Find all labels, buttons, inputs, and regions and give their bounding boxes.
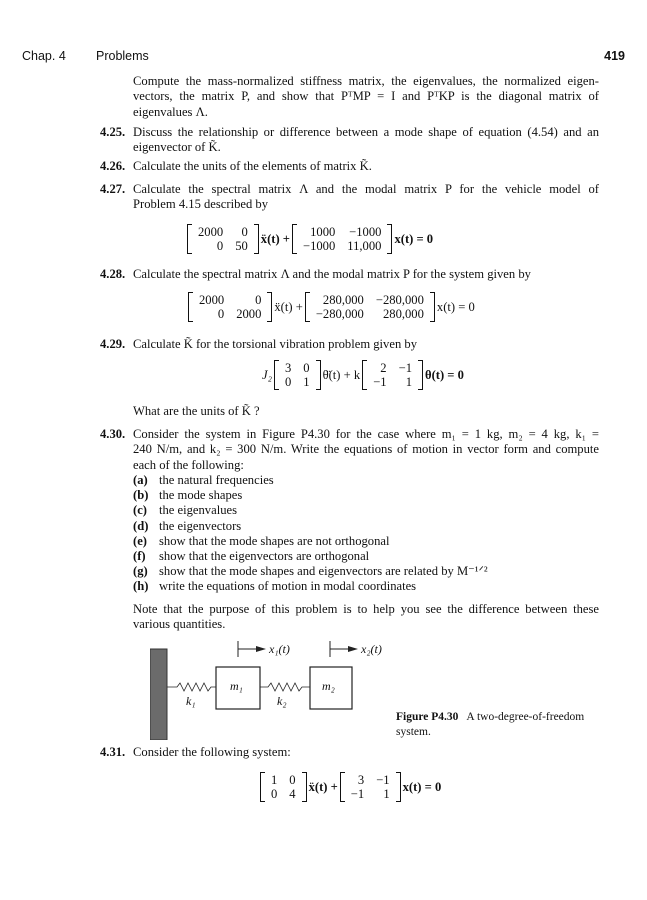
matrix-cell: 2000	[198, 225, 224, 239]
intro-paragraph	[133, 74, 599, 120]
matrix-cell: 0	[284, 375, 292, 389]
acceleration-term: ẍ(t) +	[308, 779, 338, 794]
matrix-cell: 3	[284, 361, 292, 375]
problem-number: 4.28.	[100, 267, 126, 281]
problem-4-26	[133, 159, 599, 174]
problem-number: 4.25.	[100, 125, 126, 139]
equation-4-27	[185, 224, 433, 254]
x1-arrow	[256, 646, 266, 652]
text-line: eigenvalues Λ.	[133, 104, 208, 119]
list-item	[133, 549, 599, 564]
list-item	[133, 488, 599, 503]
matrix-cell: 0	[271, 787, 278, 801]
acceleration-term: ẍ(t) +	[274, 299, 303, 314]
two-dof-figure	[150, 640, 390, 740]
text-line: 240 N/m, and k₂ = 300 N/m. Write the equations of motion in vector form and compute	[133, 442, 599, 457]
item-text: show that the mode shapes are not orthogonal	[159, 533, 390, 548]
matrix-cell: 11,000	[347, 239, 382, 253]
caption-text: A two-degree-of-freedom	[466, 711, 585, 723]
caption-label: Figure P4.30	[396, 711, 459, 723]
text-line: eigenvector of K̃.	[133, 140, 221, 155]
caption-text: system.	[396, 726, 431, 738]
chapter-label: Chap. 4	[22, 49, 66, 63]
problem-4-25	[133, 125, 599, 156]
item-text: write the equations of motion in modal coordinates	[159, 579, 417, 594]
stiffness-matrix	[305, 292, 435, 322]
matrix-cell: 1	[383, 787, 390, 801]
inertia-term: J₂	[262, 367, 272, 382]
matrix-cell: 0	[303, 361, 310, 375]
problem-number: 4.26.	[100, 159, 126, 173]
problem-number: 4.27.	[100, 182, 126, 196]
item-label: (c)	[133, 503, 147, 518]
problem-4-30	[133, 427, 599, 473]
mass-matrix	[260, 772, 307, 802]
spring-k1	[167, 683, 216, 691]
problem-number: 4.31.	[100, 745, 126, 759]
matrix-cell: 0	[216, 239, 224, 253]
text-line: What are the units of K̃ ?	[133, 404, 260, 418]
matrix-cell: 0	[289, 773, 296, 787]
units-question	[133, 404, 599, 419]
matrix-cell: 0	[241, 225, 248, 239]
text-line: Calculate the units of the elements of matrix K̃.	[133, 159, 372, 173]
matrix-cell: 2000	[236, 307, 262, 321]
list-item	[133, 519, 599, 534]
problem-4-27	[133, 182, 599, 213]
problem-4-31	[133, 745, 599, 760]
text-line: Discuss the relationship or difference between a mode shape of equation (4.54) and an	[133, 125, 599, 139]
problem-4-28	[133, 267, 599, 282]
item-text: the natural frequencies	[159, 473, 274, 487]
list-item	[133, 534, 599, 549]
text-line: Consider the following system:	[133, 745, 291, 759]
section-label: Problems	[96, 49, 149, 63]
stiffness-matrix	[292, 224, 392, 254]
matrix-cell: −1	[373, 375, 387, 389]
text-line: Calculate K̃ for the torsional vibration problem given by	[133, 337, 417, 351]
spring-k2	[260, 683, 310, 691]
matrix-cell: −280,000	[375, 293, 424, 307]
matrix-cell: −280,000	[315, 307, 364, 321]
matrix-cell: 50	[235, 239, 248, 253]
item-text: show that the mode shapes and eigenvectors are related by M⁻¹ᐟ²	[159, 564, 488, 579]
item-text: the eigenvectors	[159, 518, 242, 533]
matrix-cell: 1	[271, 773, 278, 787]
item-text: show that the eigenvectors are orthogonal	[159, 548, 370, 563]
item-label: (b)	[133, 488, 149, 503]
x2-arrow	[348, 646, 358, 652]
item-label: (d)	[133, 518, 149, 533]
acceleration-term: θ̈(t) + k	[322, 367, 361, 382]
item-label: (f)	[133, 548, 146, 563]
matrix-cell: 1	[303, 375, 310, 389]
item-label: (a)	[133, 473, 148, 487]
problem-4-29	[133, 337, 599, 352]
matrix-cell: 2000	[199, 293, 225, 307]
matrix-cell: −1	[350, 787, 365, 801]
text-line: vectors, the matrix P, and show that PᵀMP = I and PᵀKP is the diagonal matrix of	[133, 89, 599, 104]
list-item	[133, 503, 599, 518]
acceleration-term: ẍ(t) +	[260, 231, 290, 246]
matrix-cell: 3	[357, 773, 365, 787]
text-line: Calculate the spectral matrix Λ and the modal matrix P for the vehicle model of	[133, 182, 599, 196]
problem-number: 4.29.	[100, 337, 126, 351]
x2-label: x₂(t)	[361, 642, 382, 656]
k1-label: k₁	[186, 694, 196, 708]
problem-number: 4.30.	[100, 427, 126, 441]
matrix-cell: 280,000	[382, 307, 424, 321]
matrix-cell: 0	[255, 293, 262, 307]
displacement-term: x(t) = 0	[394, 231, 434, 246]
m1-label: m₁	[230, 679, 243, 693]
displacement-term: x(t) = 0	[402, 779, 442, 794]
matrix-cell: −1	[376, 773, 390, 787]
wall	[150, 649, 167, 740]
item-label: (h)	[133, 579, 149, 594]
subitems-list	[133, 473, 599, 595]
matrix-cell: 280,000	[322, 293, 364, 307]
text-line: each of the following:	[133, 457, 244, 472]
page-number: 419	[604, 49, 625, 63]
item-label: (g)	[133, 564, 148, 579]
inertia-matrix	[274, 360, 321, 390]
text-line: Calculate the spectral matrix Λ and the modal matrix P for the system given by	[133, 267, 531, 281]
matrix-cell: 2	[380, 361, 387, 375]
displacement-term: x(t) = 0	[436, 299, 475, 314]
x1-label: x₁(t)	[269, 642, 290, 656]
text-line: Compute the mass-normalized stiffness matrix, the eigenvalues, the normalized eigen-	[133, 74, 599, 88]
text-line: Note that the purpose of this problem is to help you see the difference between these	[133, 602, 599, 616]
displacement-term: θ(t) = 0	[425, 367, 464, 382]
equation-4-31	[258, 772, 441, 802]
matrix-cell: −1	[398, 361, 412, 375]
equation-4-28	[186, 292, 475, 322]
text-line: Consider the system in Figure P4.30 for the case where m₁ = 1 kg, m₂ = 4 kg, k₁ =	[133, 427, 599, 441]
stiffness-matrix	[340, 772, 401, 802]
matrix-cell: 1	[405, 375, 412, 389]
list-item	[133, 579, 599, 594]
k2-label: k₂	[277, 694, 287, 708]
m2-label: m₂	[322, 679, 335, 693]
stiffness-matrix	[362, 360, 423, 390]
item-text: the mode shapes	[159, 488, 243, 503]
mass-matrix	[188, 292, 272, 322]
text-line: Problem 4.15 described by	[133, 197, 269, 212]
item-label: (e)	[133, 533, 147, 548]
matrix-cell: 1000	[310, 225, 336, 239]
matrix-cell: 0	[217, 307, 225, 321]
matrix-cell: −1000	[349, 225, 382, 239]
note-paragraph	[133, 602, 599, 633]
matrix-cell: 4	[289, 787, 296, 801]
matrix-cell: −1000	[302, 239, 336, 253]
text-line: various quantities.	[133, 617, 226, 632]
figure-caption	[396, 710, 584, 740]
list-item	[133, 564, 599, 579]
equation-4-29	[262, 360, 464, 390]
mass-matrix	[187, 224, 259, 254]
list-item	[133, 473, 599, 488]
item-text: the eigenvalues	[159, 503, 237, 518]
